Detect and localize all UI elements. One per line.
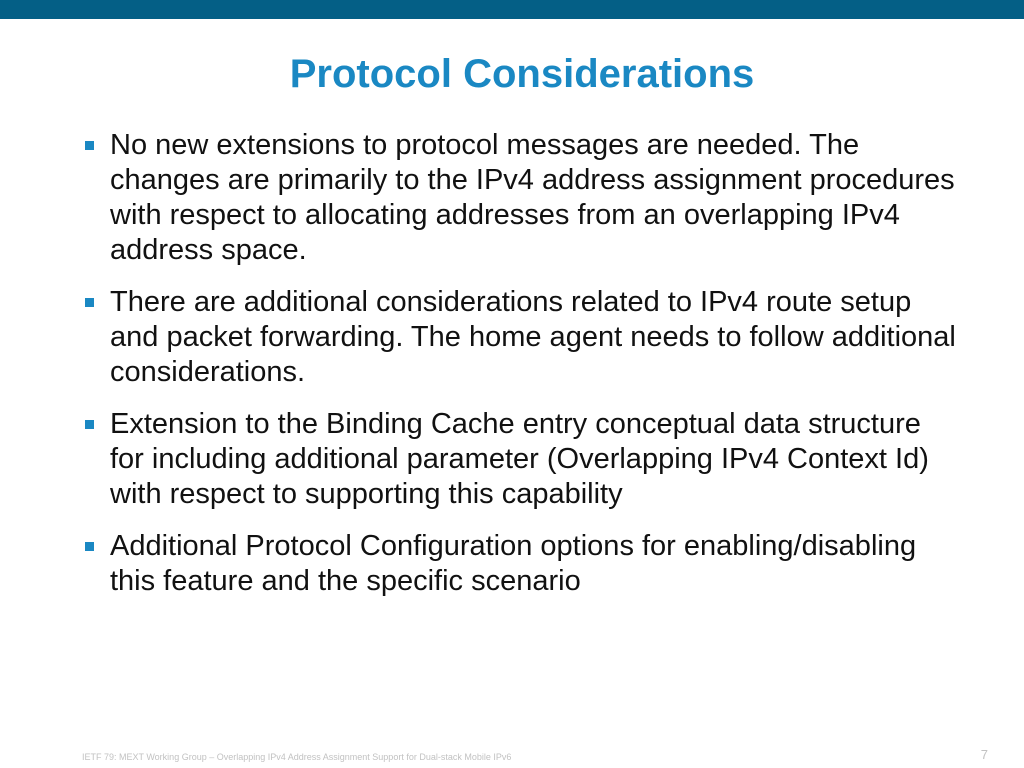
bullet-item xyxy=(82,285,962,390)
bullet-text: Extension to the Binding Cache entry conceptual data structure for including additional parameter (Overlapping IPv4 Context Id) with respect to supporting this capability xyxy=(110,408,929,510)
slide-title: Protocol Considerations xyxy=(289,52,755,96)
slide-footer: IETF 79: MEXT Working Group – Overlapping IPv4 Address Assignment Support for Dual-stack Mobile IPv6 xyxy=(82,752,512,762)
bullet-text: Additional Protocol Configuration options for enabling/disabling this feature and the specific scenario xyxy=(110,530,917,597)
square-bullet-icon xyxy=(85,542,94,551)
bullet-text: No new extensions to protocol messages are needed. The changes are primarily to the IPv4 address assignment procedures with respect to allocating addresses from an overlapping IPv4 address space. xyxy=(110,129,955,266)
bullet-list xyxy=(82,128,962,616)
header-bar xyxy=(0,0,1024,19)
square-bullet-icon xyxy=(85,298,94,307)
bullet-item xyxy=(82,128,962,268)
bullet-item xyxy=(82,529,962,599)
bullet-text: There are additional considerations related to IPv4 route setup and packet forwarding. The home agent needs to follow additional considerations. xyxy=(110,286,956,388)
page-number: 7 xyxy=(980,747,988,762)
bullet-item xyxy=(82,407,962,512)
square-bullet-icon xyxy=(85,141,94,150)
square-bullet-icon xyxy=(85,420,94,429)
